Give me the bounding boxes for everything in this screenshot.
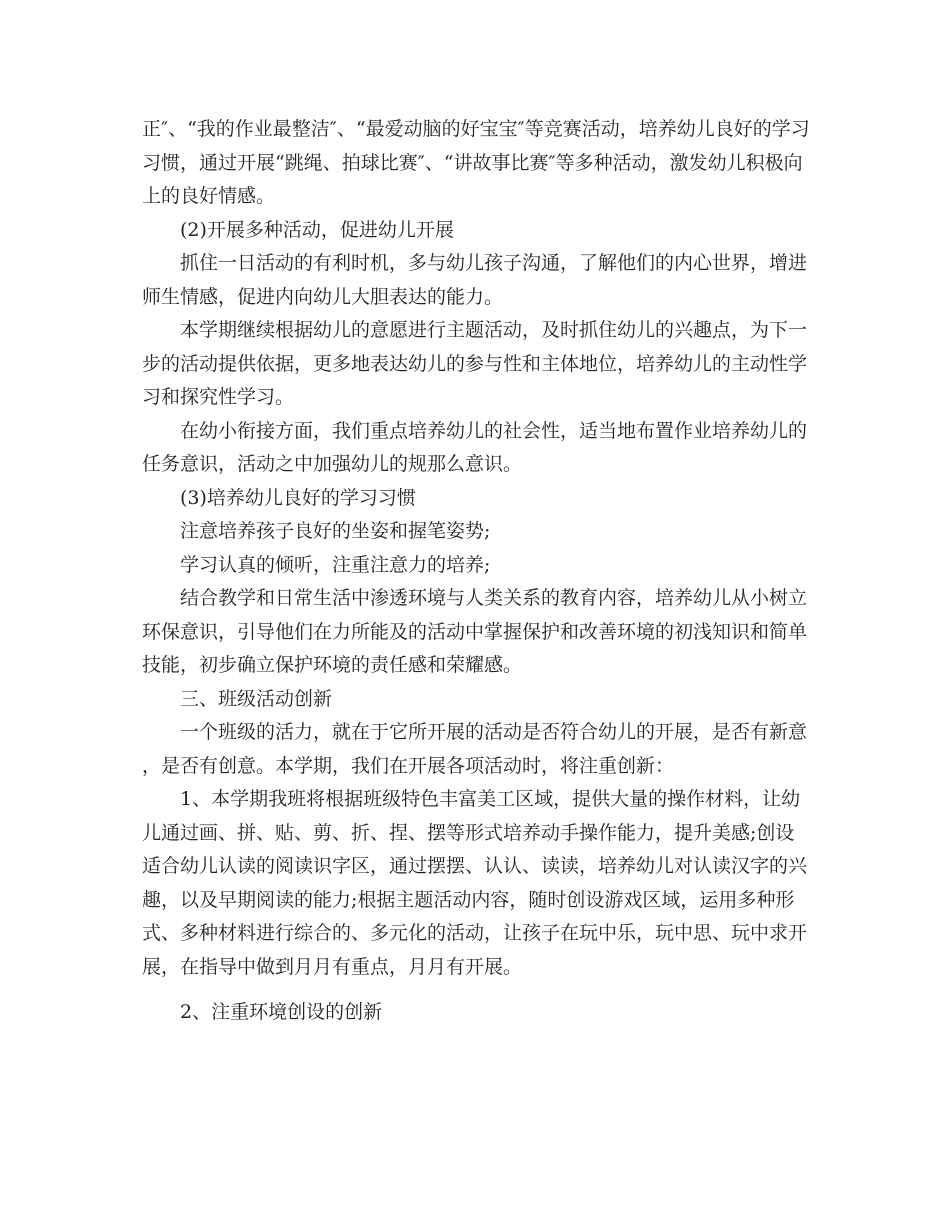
paragraph: 一个班级的活力，就在于它所开展的活动是否符合幼儿的开展，是否有新意，是否有创意。本学期，我们在开展各项活动时，将注重创新： — [142, 721, 808, 777]
paragraph: 注意培养孩子良好的坐姿和握笔姿势; — [180, 520, 491, 542]
paragraph-item-2: 2、注重环境创设的创新 — [180, 1001, 383, 1023]
paragraph: 抓住一日活动的有利时机，多与幼儿孩子沟通，了解他们的内心世界，增进师生情感，促进内向幼儿大胆表达的能力。 — [142, 252, 808, 308]
paragraph: 本学期继续根据幼儿的意愿进行主题活动，及时抓住幼儿的兴趣点，为下一步的活动提供依据，更多地表达幼儿的参与性和主体地位，培养幼儿的主动性学习和探究性学习。 — [142, 319, 808, 408]
subheading-3: (3)培养幼儿良好的学习习惯 — [180, 486, 416, 509]
subheading-2: (2)开展多种活动，促进幼儿开展 — [180, 218, 454, 241]
paragraph-item-1: 1、本学期我班将根据班级特色丰富美工区域，提供大量的操作材料，让幼儿通过画、拼、贴、剪、折、捏、摆等形式培养动手操作能力，提升美感;创设适合幼儿认读的阅读识字区，通过摆摆、认认、读读，培养幼儿对认读汉字的兴趣，以及早期阅读的能力;根据主题活动内容，随时创设游戏区域，运用多种形式、多种材料进行综合的、多元化的活动，让孩子在玩中乐，玩中思、玩中求开展，在指导中做到月月有重点，月月有开展。 — [142, 788, 808, 978]
paragraph: 学习认真的倾听，注重注意力的培养; — [180, 553, 491, 576]
paragraph: 结合教学和日常生活中渗透环境与人类关系的教育内容，培养幼儿从小树立环保意识，引导他们在力所能及的活动中掌握保护和改善环境的初浅知识和简单技能，初步确立保护环境的责任感和荣耀感。 — [142, 587, 808, 676]
document-body — [142, 113, 812, 1030]
section-heading-3: 三、班级活动创新 — [180, 687, 333, 710]
paragraph-continued: 正″、“我的作业最整洁″、“最爱动脑的好宝宝″等竞赛活动，培养幼儿良好的学习习惯，通过开展“跳绳、拍球比赛″、“讲故事比赛″等多种活动，激发幼儿积极向上的良好情感。 — [142, 118, 810, 207]
paragraph: 在幼小衔接方面，我们重点培养幼儿的社会性，适当地布置作业培养幼儿的任务意识，活动之中加强幼儿的规那么意识。 — [142, 419, 808, 475]
